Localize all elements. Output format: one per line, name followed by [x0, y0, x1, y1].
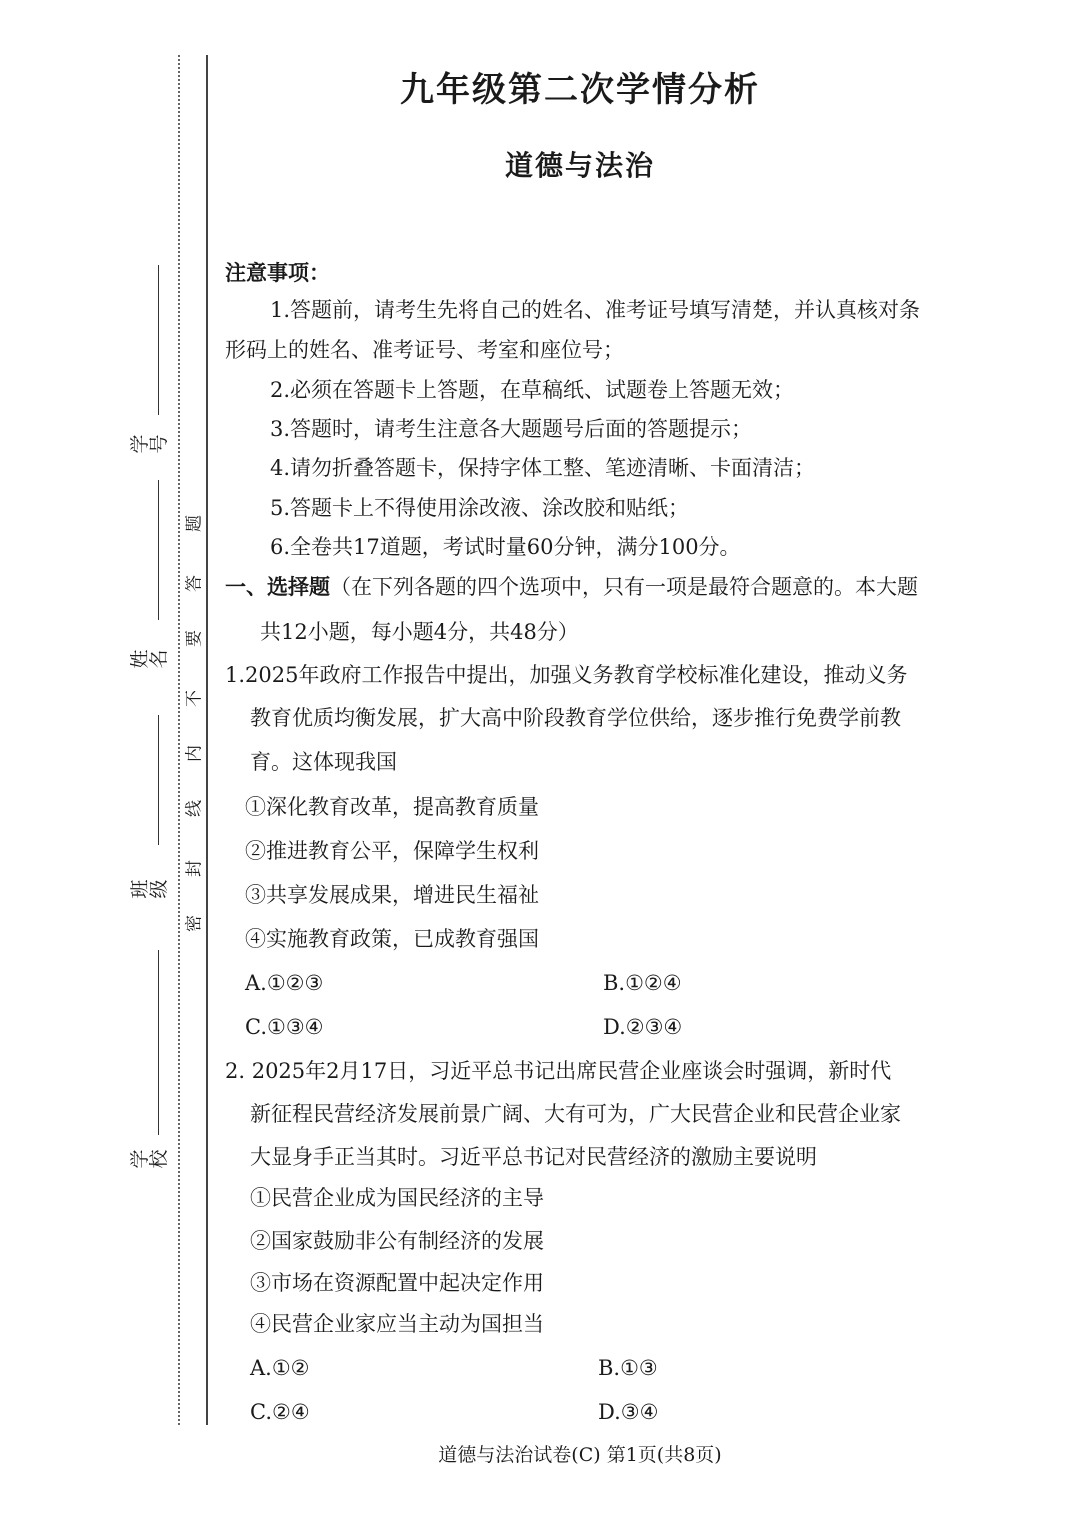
answer-option-c[interactable]: C.①③④ [245, 1015, 324, 1039]
solid-margin-line [206, 55, 208, 1425]
question-statement: ③共享发展成果，增进民生福祉 [245, 883, 539, 907]
question-statement: ①深化教育改革，提高教育质量 [245, 795, 539, 819]
question-statement: ②推进教育公平，保障学生权利 [245, 839, 539, 863]
question-statement: ③市场在资源配置中起决定作用 [250, 1271, 544, 1295]
field-label-name: 姓名 [129, 649, 170, 669]
seal-char: 要 [184, 630, 205, 647]
exam-title: 九年级第二次学情分析 [400, 70, 760, 110]
notice-line: 4.请勿折叠答题卡，保持字体工整、笔迹清晰、卡面清洁； [270, 456, 816, 480]
notice-line: 3.答题时，请考生注意各大题题号后面的答题提示； [270, 417, 753, 441]
seal-char: 内 [184, 745, 205, 762]
notice-line: 形码上的姓名、准考证号、考室和座位号； [225, 338, 624, 362]
notice-line: 1.答题前，请考生先将自己的姓名、准考证号填写清楚，并认真核对条 [270, 298, 921, 322]
section-heading-row [225, 576, 918, 598]
answer-option-c[interactable]: C.②④ [250, 1400, 310, 1424]
notice-line: 2.必须在答题卡上答题，在草稿纸、试题卷上答题无效； [270, 378, 795, 402]
question-stem: 2. 2025年2月17日，习近平总书记出席民营企业座谈会时强调，新时代 [225, 1059, 892, 1083]
field-line-class [158, 715, 159, 845]
question-stem: 1.2025年政府工作报告中提出，加强义务教育学校标准化建设，推动义务 [225, 663, 908, 687]
section-desc: 共12小题，每小题4分，共48分） [260, 620, 579, 644]
seal-char: 密 [184, 915, 205, 932]
section-heading: 一、选择题 [225, 574, 330, 599]
seal-char: 答 [184, 575, 205, 592]
question-statement: ④民营企业家应当主动为国担当 [250, 1312, 544, 1336]
exam-subject: 道德与法治 [504, 149, 655, 182]
seal-char: 线 [184, 800, 205, 817]
field-line-school [158, 950, 159, 1135]
notice-heading: 注意事项： [225, 260, 330, 285]
page-footer: 道德与法治试卷(C) 第1页(共8页) [438, 1444, 722, 1466]
question-stem: 新征程民营经济发展前景广阔、大有可为，广大民营企业和民营企业家 [250, 1102, 901, 1126]
question-statement: ④实施教育政策，已成教育强国 [245, 927, 539, 951]
field-line-name [158, 480, 159, 620]
notice-line: 6.全卷共17道题，考试时量60分钟，满分100分。 [270, 535, 741, 559]
notice-line: 5.答题卡上不得使用涂改液、涂改胶和贴纸； [270, 496, 690, 520]
question-statement: ①民营企业成为国民经济的主导 [250, 1186, 544, 1210]
seal-char: 题 [184, 515, 205, 532]
question-stem: 大显身手正当其时。习近平总书记对民营经济的激励主要说明 [250, 1145, 817, 1169]
answer-option-b[interactable]: B.①②④ [603, 971, 682, 995]
seal-char: 不 [184, 690, 205, 707]
seal-char: 封 [184, 860, 205, 877]
answer-option-a[interactable]: A.①② [250, 1356, 310, 1380]
question-statement: ②国家鼓励非公有制经济的发展 [250, 1229, 544, 1253]
answer-option-d[interactable]: D.③④ [598, 1400, 659, 1424]
field-label-class: 班级 [129, 879, 170, 899]
dotted-cut-line [178, 55, 180, 1425]
field-label-student-id: 学号 [129, 434, 170, 454]
answer-option-d[interactable]: D.②③④ [603, 1015, 683, 1039]
question-stem: 育。这体现我国 [250, 750, 397, 774]
answer-option-b[interactable]: B.①③ [598, 1356, 658, 1380]
answer-option-a[interactable]: A.①②③ [245, 971, 324, 995]
section-desc: （在下列各题的四个选项中，只有一项是最符合题意的。本大题 [330, 575, 918, 599]
question-stem: 教育优质均衡发展，扩大高中阶段教育学位供给，逐步推行免费学前教 [250, 706, 901, 730]
field-line-student-id [158, 265, 159, 415]
field-label-school: 学校 [129, 1149, 170, 1169]
